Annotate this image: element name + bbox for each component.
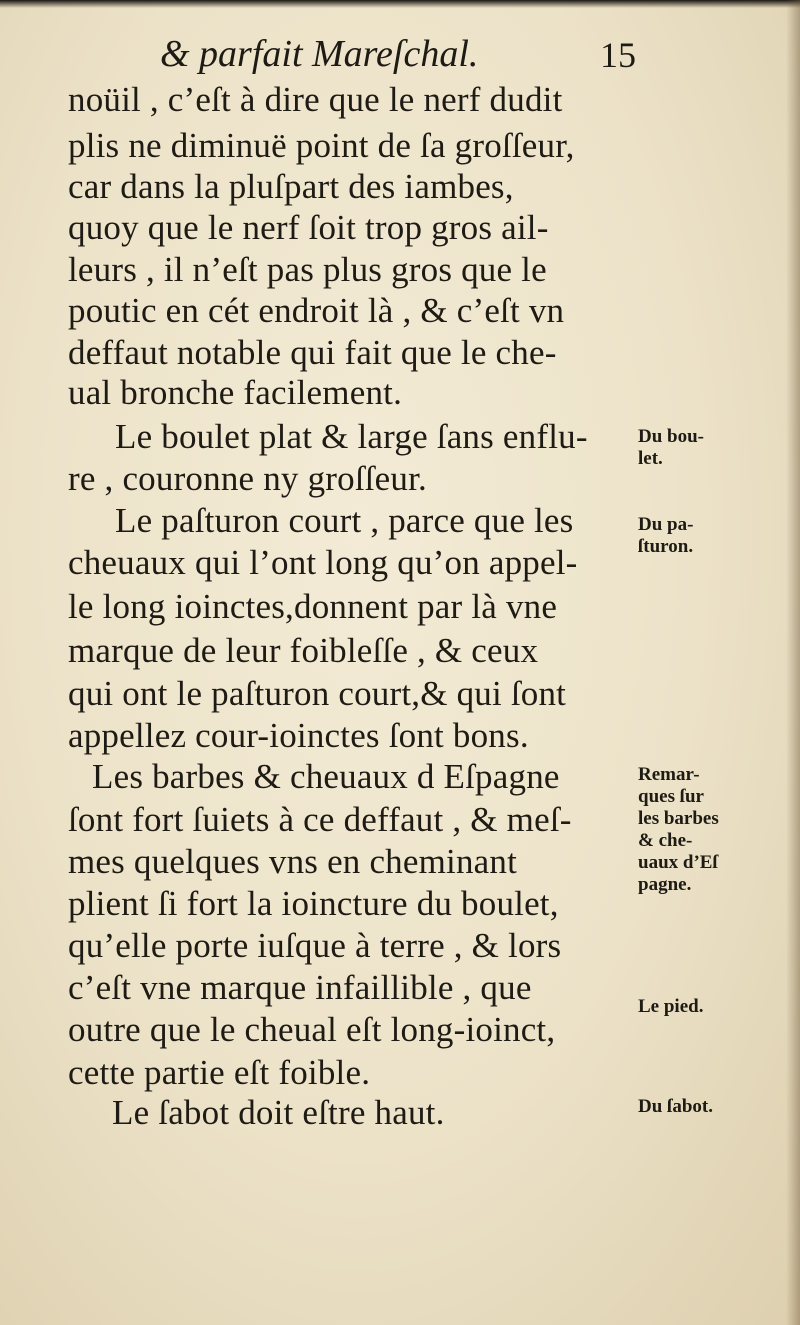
text-line: qu’elle porte iuſque à terre , & lors — [68, 926, 562, 965]
margin-note-boulet — [638, 426, 704, 470]
margin-note-line: Du bou- — [638, 426, 704, 447]
running-title: & parfait Mareſchal. — [160, 33, 479, 75]
margin-note-sabot — [638, 1096, 713, 1118]
text-line: plis ne diminuë point de ſa groſſeur, — [68, 126, 575, 165]
text-line: plient ſi fort la ioincture du boulet, — [68, 884, 559, 923]
text-line: car dans la pluſpart des iambes, — [68, 167, 514, 206]
text-line: re , couronne ny groſſeur. — [68, 459, 427, 498]
text-line: c’eſt vne marque infaillible , que — [68, 968, 532, 1007]
margin-note-line: Remar- — [638, 764, 700, 785]
margin-note-pied — [638, 996, 703, 1018]
text-line: qui ont le paſturon court,& qui ſont — [68, 674, 567, 713]
text-line: leurs , il n’eſt pas plus gros que le — [68, 250, 547, 289]
text-line: ſont fort ſuiets à ce deffaut , & meſ- — [68, 800, 572, 839]
text-line: Le ſabot doit eſtre haut. — [112, 1093, 445, 1132]
text-line: deffaut notable qui fait que le che- — [68, 333, 557, 372]
margin-note-line: ſturon. — [638, 536, 694, 557]
margin-note-pasturon — [638, 514, 693, 558]
text-line: Les barbes & cheuaux d Eſpagne — [92, 757, 560, 796]
margin-note-line: Du ſabot. — [638, 1096, 713, 1117]
margin-note-line: uaux d’Eſ — [638, 852, 718, 873]
text-line: Le paſturon court , parce que les — [115, 501, 574, 540]
margin-note-line: & che- — [638, 830, 693, 851]
text-line: noüil , c’eſt à dire que le nerf dudit — [68, 80, 563, 119]
margin-note-line: ques ſur — [638, 786, 704, 807]
text-line: ual bronche facilement. — [68, 373, 403, 412]
margin-note-line: pagne. — [638, 874, 692, 895]
text-line: mes quelques vns en cheminant — [68, 842, 518, 881]
margin-note-line: let. — [638, 448, 663, 469]
text-line: cette partie eſt foible. — [68, 1053, 371, 1092]
text-line: cheuaux qui l’ont long qu’on appel- — [68, 543, 578, 582]
text-line: poutic en cét endroit là , & c’eſt vn — [68, 291, 565, 330]
text-line: outre que le cheual eſt long-ioinct, — [68, 1010, 556, 1049]
margin-note-barbes — [638, 764, 719, 896]
margin-note-line: les barbes — [638, 808, 719, 829]
text-line: appellez cour-ioinctes ſont bons. — [68, 716, 529, 755]
margin-note-line: Du pa- — [638, 514, 694, 535]
page-number: 15 — [600, 35, 636, 75]
margin-note-line: Le pied. — [638, 996, 704, 1017]
text-line: le long ioinctes,donnent par là vne — [68, 587, 558, 626]
text-line: marque de leur foibleſſe , & ceux — [68, 631, 539, 670]
running-header — [160, 30, 640, 80]
text-line: quoy que le nerf ſoit trop gros ail- — [68, 208, 549, 247]
text-line: Le boulet plat & large ſans enflu- — [115, 417, 588, 456]
